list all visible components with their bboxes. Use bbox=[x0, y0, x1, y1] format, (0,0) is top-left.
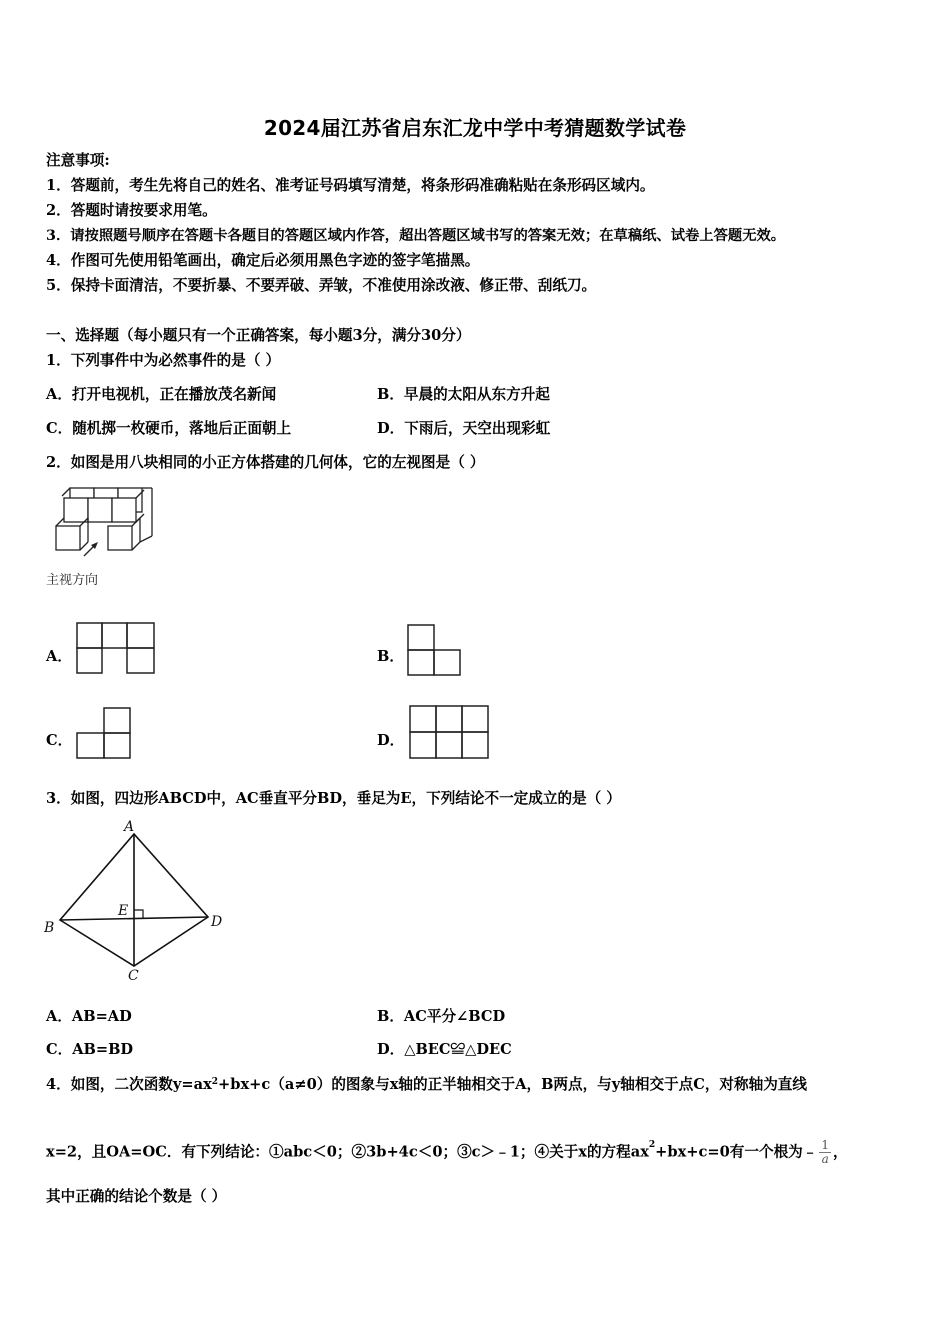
q2-option-d-figure bbox=[409, 705, 489, 759]
q4-line-2: x=2，且OA=OC．有下列结论：①abc＜0；②3b+4c＜0；③c＞﹣1；④关于x的方程$ax^2+bx+c=0$有一个根为﹣ $\frac{1}{a}$ ， bbox=[46, 1138, 848, 1166]
q3-option-a: A．AB=AD bbox=[46, 1008, 132, 1025]
q3-quadrilateral-figure bbox=[40, 816, 230, 986]
q3-option-c: C．AB=BD bbox=[46, 1041, 134, 1058]
q2-option-c: C． bbox=[46, 732, 73, 749]
q3-label-b: B bbox=[44, 920, 55, 936]
page-title: 2024届江苏省启东汇龙中学中考猜题数学试卷 bbox=[263, 116, 687, 140]
q3-option-b: B．AC平分∠BCD bbox=[377, 1008, 506, 1025]
q1-option-b: B．早晨的太阳从东方升起 bbox=[377, 386, 550, 403]
q3-label-a: A bbox=[124, 819, 135, 835]
q2-option-d: D． bbox=[377, 732, 405, 749]
q1-option-a: A．打开电视机，正在播放茂名新闻 bbox=[46, 386, 277, 403]
section-heading: 一、选择题（每小题只有一个正确答案，每小题3分，满分30分） bbox=[46, 327, 471, 344]
notice-item-2: 2．答题时请按要求用笔。 bbox=[46, 202, 217, 219]
q4-line-1: 4．如图，二次函数$y=ax^2+bx+c(a\ne 0)$的图象与x轴的正半轴相交于A，B两点，与y轴相交于点C，对称轴为直线 bbox=[46, 1076, 807, 1093]
q3-label-c: C bbox=[128, 968, 139, 984]
q2-option-c-figure bbox=[76, 707, 132, 759]
notice-item-4: 4．作图可先使用铅笔画出，确定后必须用黑色字迹的签字笔描黑。 bbox=[46, 252, 480, 269]
q3-label-e: E bbox=[118, 903, 129, 919]
q1-option-d: D．下雨后，天空出现彩虹 bbox=[377, 420, 551, 437]
notice-item-1: 1．答题前，考生先将自己的姓名、准考证号码填写清楚，将条形码准确粘贴在条形码区域内。 bbox=[46, 177, 655, 194]
q2-option-b-figure bbox=[407, 624, 461, 676]
q2-option-b: B． bbox=[377, 648, 404, 665]
q1-option-c: C．随机掷一枚硬币，落地后正面朝上 bbox=[46, 420, 292, 437]
q4-fraction: $\frac{1}{a}$ bbox=[821, 1138, 830, 1166]
q2-solid-figure bbox=[44, 484, 164, 560]
q3-option-d: D．△BEC≌△DEC bbox=[377, 1041, 512, 1058]
q4-line-3: 其中正确的结论个数是（ ） bbox=[46, 1188, 227, 1205]
q3-stem: 3．如图，四边形ABCD中，AC垂直平分BD，垂足为E，下列结论不一定成立的是（ ） bbox=[46, 790, 621, 807]
q1-stem: 1．下列事件中为必然事件的是（ ） bbox=[46, 352, 281, 369]
notice-item-3: 3．请按照题号顺序在答题卡各题目的答题区域内作答，超出答题区域书写的答案无效；在草稿纸、试卷上答题无效。 bbox=[46, 228, 786, 244]
q2-option-a-figure bbox=[76, 622, 156, 674]
q2-option-a: A． bbox=[46, 648, 72, 665]
q2-stem: 2．如图是用八块相同的小正方体搭建的几何体，它的左视图是（ ） bbox=[46, 454, 485, 471]
q3-label-d: D bbox=[211, 914, 223, 930]
notice-heading: 注意事项: bbox=[46, 152, 110, 169]
q2-figure-caption: 主视方向 bbox=[46, 573, 99, 588]
notice-item-5: 5．保持卡面清洁，不要折暴、不要弄破、弄皱，不准使用涂改液、修正带、刮纸刀。 bbox=[46, 277, 597, 294]
